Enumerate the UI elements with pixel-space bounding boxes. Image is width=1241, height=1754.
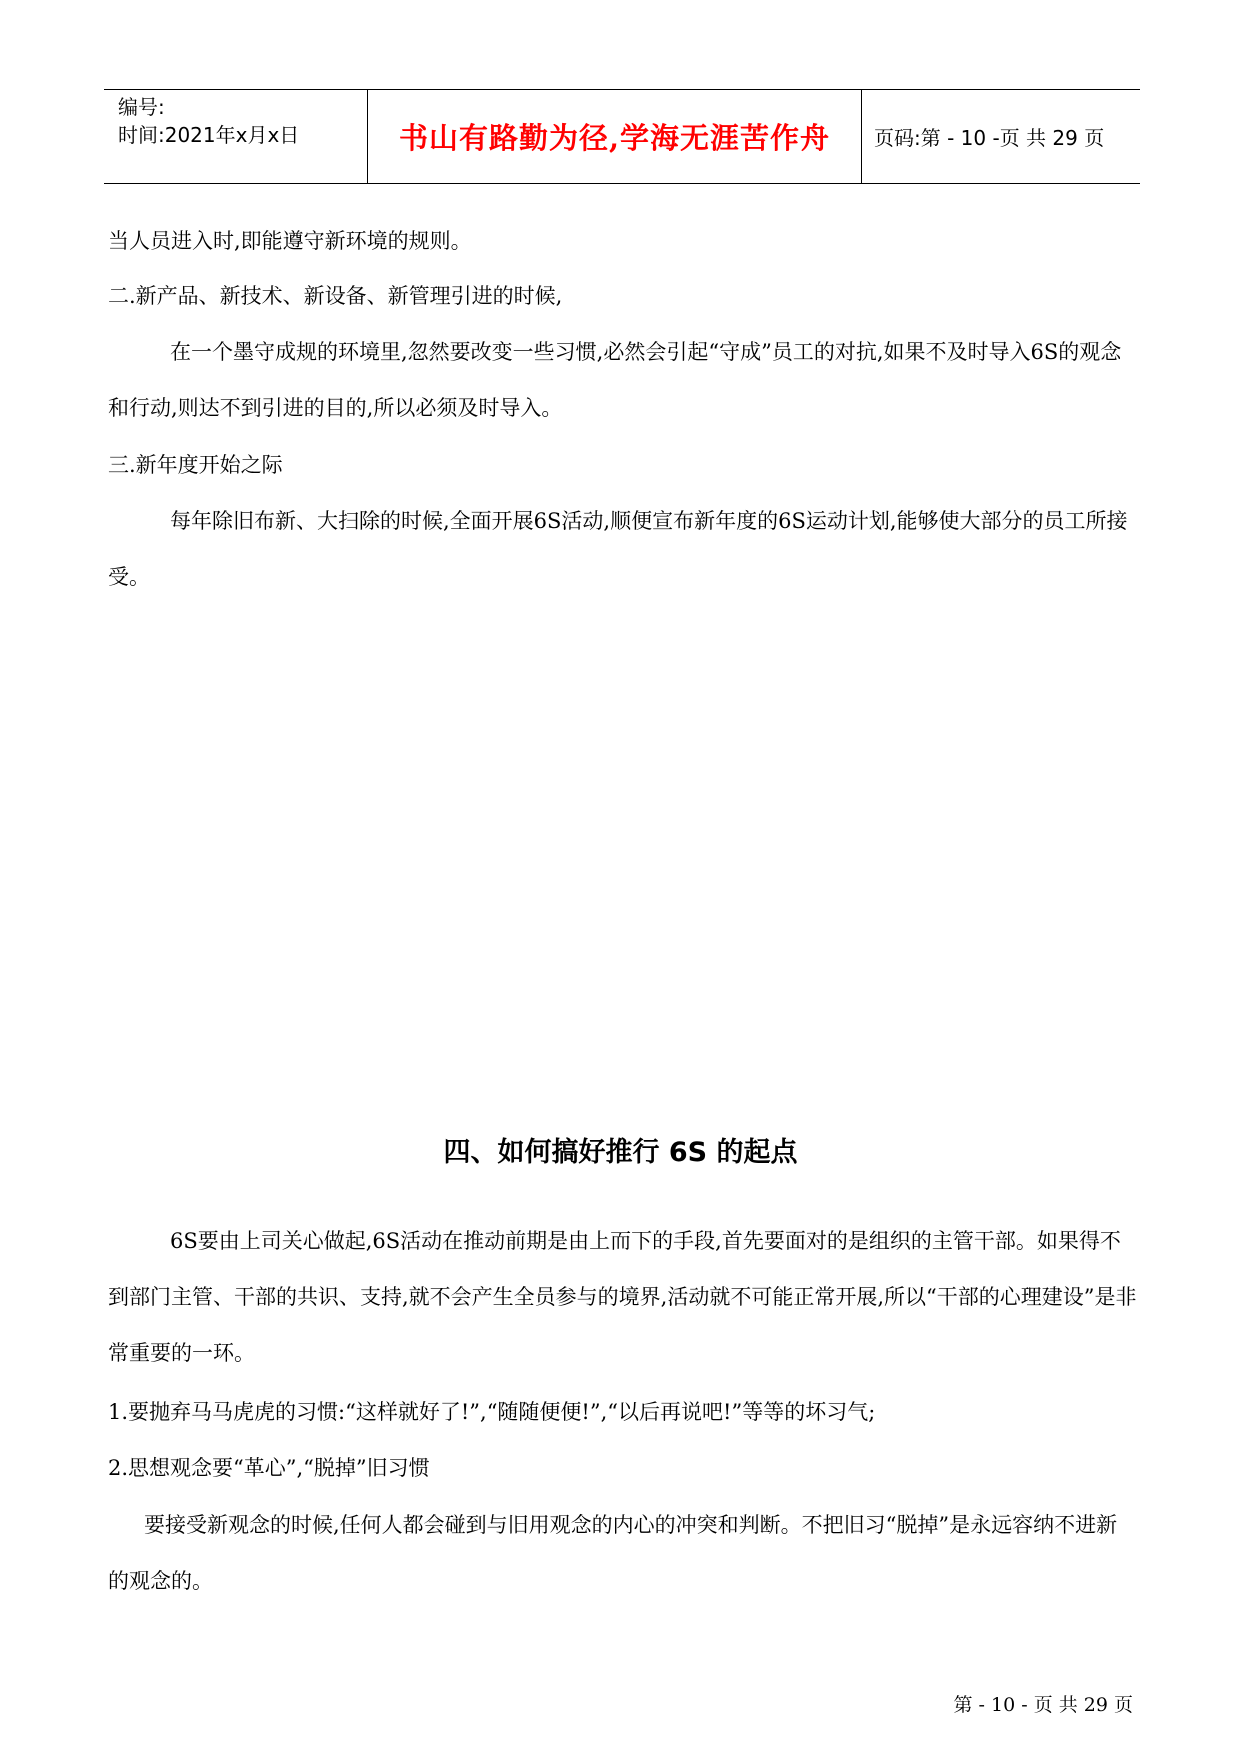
body-paragraph-1: 当人员进入时,即能遵守新环境的规则。	[108, 229, 472, 253]
document-time-label: 时间:2021年x月x日	[118, 123, 300, 147]
document-number-label: 编号:	[118, 95, 165, 119]
page-footer: 第 - 10 - 页 共 29 页	[953, 1694, 1133, 1716]
section-heading: 四、如何搞好推行 6S 的起点	[443, 1137, 798, 1168]
body-item-2-heading: 二.新产品、新技术、新设备、新管理引进的时候,	[108, 284, 563, 308]
body-paragraph-5: 每年除旧布新、大扫除的时候,全面开展6S活动,顺便宣布新年度的6S运动计划,能够使大部分的员工所接受。	[108, 509, 1128, 589]
section-paragraph-1: 6S要由上司关心做起,6S活动在推动前期是由上而下的手段,首先要面对的是组织的主管干部。如果得不到部门主管、干部的共识、支持,就不会产生全员参与的境界,活动就不可能正常开展,所以“干部的心理建设”是非常重要的一环。	[108, 1229, 1137, 1365]
section-paragraph-2: 要接受新观念的时候,任何人都会碰到与旧用观念的内心的冲突和判断。不把旧习“脱掉”是永远容纳不进新的观念的。	[108, 1513, 1118, 1593]
section-list-item-2: 2.思想观念要“革心”,“脱掉”旧习惯	[108, 1456, 430, 1480]
header-page-label: 页码:第 - 10 -页 共 29 页	[874, 126, 1105, 150]
header-motto-cell	[368, 90, 862, 183]
body-item-3-heading: 三.新年度开始之际	[108, 453, 283, 477]
body-paragraph-3: 在一个墨守成规的环境里,忽然要改变一些习惯,必然会引起“守成”员工的对抗,如果不及时导入6S的观念和行动,则达不到引进的目的,所以必须及时导入。	[108, 340, 1122, 420]
header-motto: 书山有路勤为径,学海无涯苦作舟	[398, 121, 831, 155]
header-left-cell	[104, 90, 368, 183]
header-page-cell	[862, 90, 1140, 183]
section-list-item-1: 1.要抛弃马马虎虎的习惯:“这样就好了!”,“随随便便!”,“以后再说吧!”等等的坏习气;	[108, 1400, 876, 1424]
header-table	[104, 89, 1140, 184]
